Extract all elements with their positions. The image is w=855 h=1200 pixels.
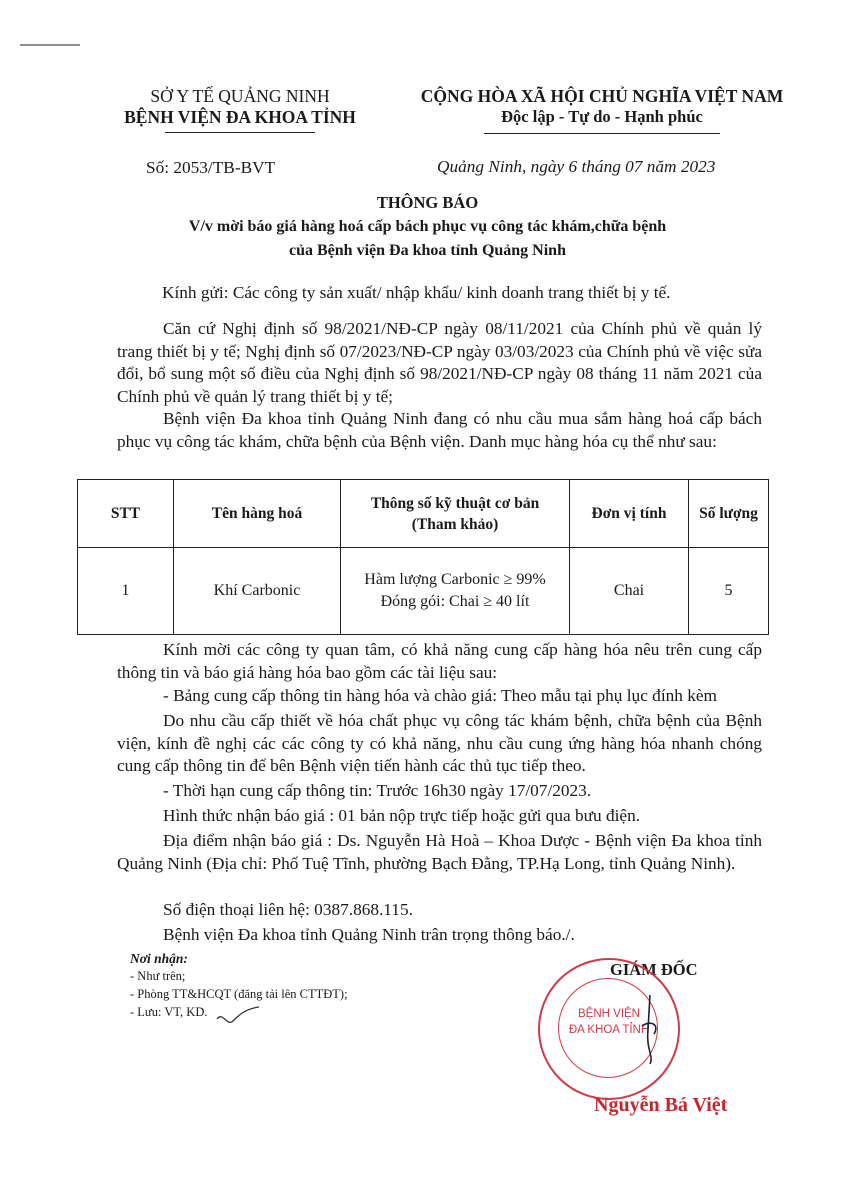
signer-position: GIÁM ĐỐC <box>610 960 698 979</box>
cell-spec-line2: Đóng gói: Chai ≥ 40 lít <box>380 593 530 610</box>
notice-subject-2: của Bệnh viện Đa khoa tỉnh Quảng Ninh <box>289 242 566 259</box>
seal-text-2: ĐA KHOA TỈNH <box>568 1024 650 1036</box>
header-right-underline <box>484 133 720 134</box>
legal-basis-paragraph: Căn cứ Nghị định số 98/2021/NĐ-CP ngày 08/11/2021 của Chính phủ về quản lý trang thiết bị y tế; Nghị định số 07/2023/NĐ-CP ngày 03/03/2023 của Chính phủ về việc sửa đổi, bổ sung một số điều của Nghị định số 98/2021/NĐ-CP ngày 08 tháng 11 năm 2021 của Chính phủ về quản lý trang thiết bị y tế; <box>117 319 762 406</box>
hospital-name: BỆNH VIỆN ĐA KHOA TỈNH <box>124 107 356 127</box>
closing-line: Bệnh viện Đa khoa tỉnh Quảng Ninh trân trọng thông báo./. <box>163 925 575 944</box>
greeting: Kính gửi: Các công ty sản xuất/ nhập khẩu/ kinh doanh trang thiết bị y tế. <box>162 283 671 302</box>
col-stt: STT <box>78 480 174 548</box>
contact-phone: Số điện thoại liên hệ: 0387.868.115. <box>163 900 413 919</box>
seal-text-1: BỆNH VIỆN <box>578 1008 640 1020</box>
col-spec-line1: Thông số kỹ thuật cơ bản <box>370 494 540 512</box>
submission-location: Địa điểm nhận báo giá : Ds. Nguyễn Hà Hoà – Khoa Dược - Bệnh viện Đa khoa tỉnh Quảng Ninh (Địa chỉ: Phố Tuệ Tĩnh, phường Bạch Đằng, TP.Hạ Long, tỉnh Quảng Ninh). <box>117 831 762 873</box>
col-unit: Đơn vị tính <box>570 480 689 548</box>
country-name: CỘNG HÒA XÃ HỘI CHỦ NGHĨA VIỆT NAM <box>420 86 784 106</box>
goods-table <box>77 479 769 635</box>
table-header-row <box>78 480 769 548</box>
agency-name: SỞ Y TẾ QUẢNG NINH <box>150 86 330 106</box>
col-qty: Số lượng <box>689 480 769 548</box>
urgency-paragraph: Do nhu cầu cấp thiết về hóa chất phục vụ công tác khám bệnh, chữa bệnh của Bệnh viện, kính đề nghị các các công ty có khả năng, nhu cầu cung ứng hàng hóa nhanh chóng cung cấp thông tin để bên Bệnh viện tiến hành các thủ tục tiếp theo. <box>117 711 762 775</box>
submission-form: Hình thức nhận báo giá : 01 bản nộp trực tiếp hoặc gửi qua bưu điện. <box>163 806 641 825</box>
recipient-item: - Lưu: VT, KD. <box>130 1005 208 1019</box>
header-left-underline <box>165 132 315 133</box>
cell-unit: Chai <box>570 548 689 635</box>
signer-name: Nguyễn Bá Việt <box>594 1094 728 1116</box>
cell-spec-line1: Hàm lượng Carbonic ≥ 99% <box>364 571 546 588</box>
cell-spec <box>341 548 570 635</box>
table-row <box>78 548 769 635</box>
cell-stt: 1 <box>78 548 174 635</box>
col-spec-line2: (Tham khảo) <box>411 515 499 533</box>
demand-paragraph: Bệnh viện Đa khoa tỉnh Quảng Ninh đang có nhu cầu mua sắm hàng hoá cấp bách phục vụ công tác khám, chữa bệnh của Bệnh viện. Danh mục hàng hóa cụ thể như sau: <box>117 409 762 451</box>
signature-scribble <box>620 990 680 1070</box>
scan-mark <box>20 44 80 46</box>
cell-qty: 5 <box>689 548 769 635</box>
place-date: Quảng Ninh, ngày 6 tháng 07 năm 2023 <box>437 157 716 176</box>
invitation-paragraph: Kính mời các công ty quan tâm, có khả năng cung cấp hàng hóa nêu trên cung cấp thông tin và báo giá hàng hóa bao gồm các tài liệu sau: <box>117 640 762 682</box>
bullet-deadline: - Thời hạn cung cấp thông tin: Trước 16h30 ngày 17/07/2023. <box>163 781 592 800</box>
recipients-title: Nơi nhận: <box>130 951 188 966</box>
notice-subject-1: V/v mời báo giá hàng hoá cấp bách phục vụ công tác khám,chữa bệnh <box>188 218 667 235</box>
recipient-item: - Như trên; <box>130 969 186 983</box>
initials-mark <box>215 1005 265 1033</box>
document-number: Số: 2053/TB-BVT <box>146 158 276 177</box>
notice-title: THÔNG BÁO <box>376 193 479 212</box>
motto: Độc lập - Tự do - Hạnh phúc <box>501 107 703 126</box>
col-spec <box>341 480 570 548</box>
col-name: Tên hàng hoá <box>174 480 341 548</box>
cell-name: Khí Carbonic <box>174 548 341 635</box>
recipient-item: - Phòng TT&HCQT (đăng tải lên CTTĐT); <box>130 987 348 1001</box>
bullet-quote-form: - Bảng cung cấp thông tin hàng hóa và chào giá: Theo mẫu tại phụ lục đính kèm <box>163 686 717 705</box>
